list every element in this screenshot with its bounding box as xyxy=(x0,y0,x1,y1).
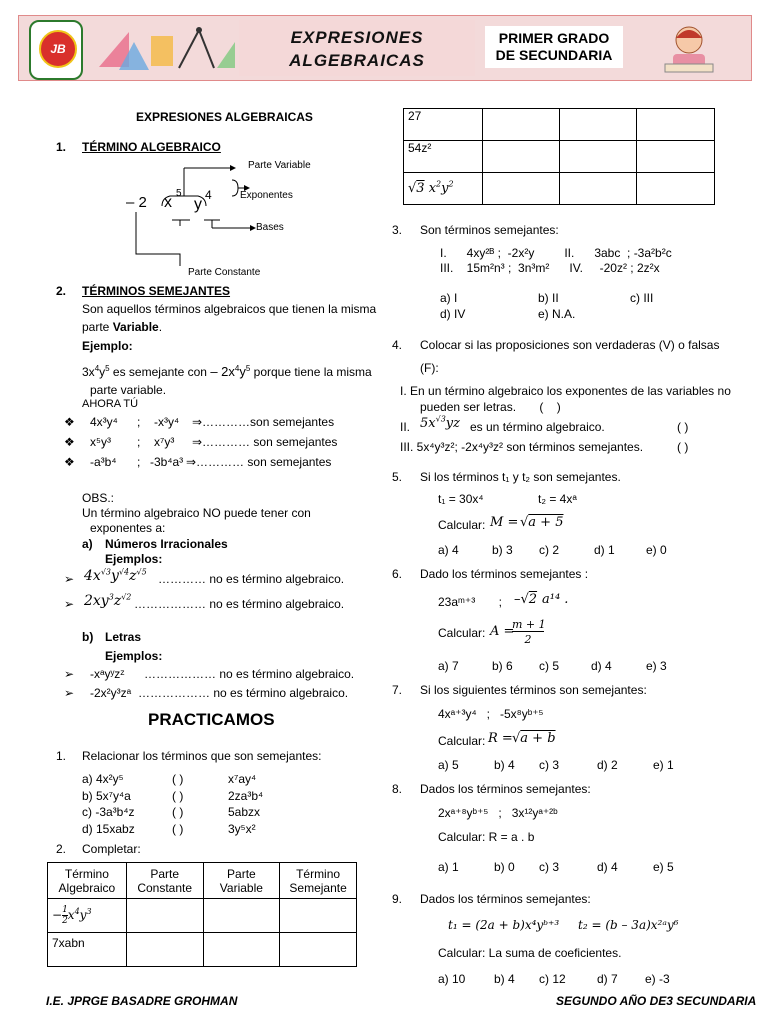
table-cell[interactable] xyxy=(560,173,637,205)
title-line-2: ALGEBRAICAS xyxy=(289,51,425,70)
q7-text: Si los siguientes términos son semejantes: xyxy=(420,683,647,697)
ex-3x: 3x xyxy=(82,365,95,379)
q4-item-1b: pueden ser letras. ( ) xyxy=(420,400,561,414)
q6-term-2-coef: –√2 xyxy=(514,592,538,607)
q9-opt-d[interactable]: d) 7 xyxy=(597,972,618,986)
q3-opt-e[interactable]: e) N.A. xyxy=(538,307,576,321)
q9-number: 9. xyxy=(392,892,403,906)
q5-radicand: a + 5 xyxy=(528,515,564,530)
q3-line-2: III. 15m²n³ ; 3n³m² IV. -20z² ; 2z²x xyxy=(440,261,660,275)
ex-sup-4: 4 xyxy=(94,364,100,373)
footer-school: I.E. JPRGE BASADRE GROHMAN xyxy=(46,994,238,1008)
q5-text: Si los términos t₁ y t₂ son semejantes. xyxy=(420,470,621,484)
q8-text: Dados los términos semejantes: xyxy=(420,782,591,796)
practice-row: ❖ xyxy=(64,455,75,469)
ex-y2: y xyxy=(239,364,246,379)
p2-text: Completar: xyxy=(82,842,141,856)
title-box xyxy=(239,20,475,76)
practice-2-a: x⁵y³ xyxy=(90,435,111,449)
p1-row-d-paren: ( ) xyxy=(172,822,184,836)
q8-opt-e[interactable]: e) 5 xyxy=(653,860,674,874)
th-termino-algebraico xyxy=(48,863,127,899)
table-cell[interactable] xyxy=(280,899,357,933)
q3-line-1: I. 4xy²ᴮ ; -2x²y II. 3abc ; -3a²b²c xyxy=(440,246,672,260)
label-exponentes: Exponentes xyxy=(240,190,293,201)
bullet-arrow: ➢ xyxy=(64,572,75,586)
table-cell[interactable] xyxy=(483,141,560,173)
term-diagram-lines xyxy=(120,158,330,278)
q6-frac-den: 2 xyxy=(524,633,532,646)
q6-opt-e[interactable]: e) 3 xyxy=(646,659,667,673)
grade-line-2: DE SECUNDARIA xyxy=(495,47,613,63)
diagram-exp-4: 4 xyxy=(205,188,212,202)
practice-1-sep: ; xyxy=(137,415,141,429)
q9-text: Dados los términos semejantes: xyxy=(420,892,591,906)
table-cell[interactable] xyxy=(637,109,715,141)
table-cell[interactable] xyxy=(280,933,357,967)
table-cell[interactable] xyxy=(483,173,560,205)
diagram-var-x: x xyxy=(164,194,172,211)
practice-3-sep: ; xyxy=(137,455,141,469)
q9-opt-b[interactable]: b) 4 xyxy=(494,972,515,986)
bullet-arrow: ➢ xyxy=(64,597,75,611)
q3-number: 3. xyxy=(392,223,403,237)
p1-row-a-left: a) 4x²y⁵ xyxy=(82,772,124,786)
p2-number: 2. xyxy=(56,842,67,856)
s2-number: 2. xyxy=(56,284,67,298)
q7-r: R = xyxy=(488,731,513,746)
q6-text: Dado los términos semejantes : xyxy=(420,567,589,581)
q7-opt-e[interactable]: e) 1 xyxy=(653,758,674,772)
q7-radical: √a + b xyxy=(512,731,556,746)
p1-row-b-left: b) 5x⁷y⁴a xyxy=(82,789,131,803)
q8-opt-b[interactable]: b) 0 xyxy=(494,860,515,874)
s2-definition-line-2 xyxy=(82,320,162,334)
p1-row-d-left: d) 15xabz xyxy=(82,822,135,836)
p1-row-b-right: 2za³b⁴ xyxy=(228,789,264,803)
practicamos-heading: PRACTICAMOS xyxy=(148,710,275,729)
q8-opt-a[interactable]: a) 1 xyxy=(438,860,459,874)
q7-opt-a[interactable]: a) 5 xyxy=(438,758,459,772)
q8-opt-c[interactable]: c) 3 xyxy=(539,860,560,874)
q6-opt-b[interactable]: b) 6 xyxy=(492,659,513,673)
table-cell[interactable] xyxy=(483,109,560,141)
diagram-exp-5: 5 xyxy=(176,188,182,199)
example-line xyxy=(82,364,372,379)
obs-line-1: Un término algebraico NO puede tener con xyxy=(82,506,311,520)
q6-opt-c[interactable]: c) 5 xyxy=(539,659,560,673)
diagram-coefficient: – 2 xyxy=(126,194,147,211)
letters-example-2: -2x²y³zᵃ xyxy=(90,686,132,700)
q3-text: Son términos semejantes: xyxy=(420,223,559,237)
q3-opt-d[interactable]: d) IV xyxy=(440,307,466,321)
q7-opt-b[interactable]: b) 4 xyxy=(494,758,515,772)
th4-l2: Semejante xyxy=(289,880,347,895)
q8-calc: Calcular: R = a . b xyxy=(438,830,535,844)
math-tools-illustration xyxy=(89,22,239,74)
th1-l2: Algebraico xyxy=(58,880,116,895)
q6-number: 6. xyxy=(392,567,403,581)
page-header xyxy=(18,15,752,81)
practice-1-c: ⇒…………son semejantes xyxy=(192,415,335,429)
practice-1-b: -x³y⁴ xyxy=(154,415,180,429)
s1-title-text: TÉRMINO ALGEBRAICO xyxy=(82,140,221,154)
letters-example-1: -xᵃyʸzᶻ xyxy=(90,667,125,681)
q7-number: 7. xyxy=(392,683,403,697)
q5-opt-c[interactable]: c) 2 xyxy=(539,543,560,557)
q6-frac-num: m + 1 xyxy=(512,618,546,631)
q6-opt-a[interactable]: a) 7 xyxy=(438,659,459,673)
p1-number: 1. xyxy=(56,749,67,763)
q7-radicand: a + b xyxy=(520,731,556,746)
s2-definition-line-1: Son aquellos términos algebraicos que tienen la misma xyxy=(82,302,377,316)
q4-item-2-expr: $5x^{√3}yz$ xyxy=(420,414,460,431)
q5-opt-e[interactable]: e) 0 xyxy=(646,543,667,557)
s1-title xyxy=(82,140,221,154)
q8-opt-d[interactable]: d) 4 xyxy=(597,860,618,874)
q5-radical: √a + 5 xyxy=(520,515,564,530)
q4-number: 4. xyxy=(392,338,403,352)
th-termino-semejante xyxy=(280,863,357,899)
cell-7xabn: 7xabn xyxy=(48,933,127,967)
p1-row-a-right: x⁷ay⁴ xyxy=(228,772,257,786)
cell-fraction-term: − $\frac{1}{2}$ $x^4y^3$ xyxy=(48,899,127,933)
practice-1-a: 4x³y⁴ xyxy=(90,415,118,429)
letters-1-tail: ……………… no es término algebraico. xyxy=(144,667,355,681)
table-cell[interactable] xyxy=(203,899,280,933)
q3-opt-c[interactable]: c) III xyxy=(630,291,654,305)
a-title: Números Irracionales xyxy=(105,537,228,551)
student-illustration xyxy=(659,20,719,76)
q5-t1: t₁ = 30x⁴ xyxy=(438,492,484,506)
continued-table xyxy=(403,108,715,205)
ex-sup-4b: 4 xyxy=(234,364,240,373)
p1-row-c-right: 5abzx xyxy=(228,805,261,819)
bullet-arrow: ➢ xyxy=(64,667,75,681)
q4-item-3: III. 5x⁴y³z²; -2x⁴y³z² son términos semejantes. xyxy=(400,440,644,454)
b-label: b) xyxy=(82,630,94,644)
q9-t1: t₁ = (2a + b)x⁴yᵇ⁺³ xyxy=(448,918,560,932)
p1-row-d-right: 3y⁵x² xyxy=(228,822,256,836)
p1-text: Relacionar los términos que son semejantes: xyxy=(82,749,322,763)
practice-2-sep: ; xyxy=(137,435,141,449)
q6-opt-d[interactable]: d) 4 xyxy=(591,659,612,673)
q9-t2: t₂ = (b – 3a)x²ᵃy⁶ xyxy=(578,918,679,932)
th2-l1: Parte xyxy=(150,866,180,881)
q5-number: 5. xyxy=(392,470,403,484)
obs-line-2: exponentes a: xyxy=(90,521,166,535)
irrational-example-1: $4x^{√3}y^{√4}z^{√5}$ xyxy=(84,567,147,584)
q7-terms: 4xᵃ⁺³y⁴ ; -5x⁸yᵇ⁺⁵ xyxy=(438,707,544,721)
q5-calc: Calcular: xyxy=(438,518,486,532)
diagram-var-y: y xyxy=(194,196,202,213)
ejemplos-label-2: Ejemplos: xyxy=(105,649,163,663)
th3-l2: Variable xyxy=(219,880,263,895)
table-cell[interactable] xyxy=(126,899,203,933)
q6-calc: Calcular: xyxy=(438,626,486,640)
grade-box xyxy=(485,26,623,68)
q8-terms: 2xᵃ⁺⁸yᵇ⁺⁵ ; 3x¹²yᵃ⁺²ᵇ xyxy=(438,806,558,820)
q5-t2: t₂ = 4xᵃ xyxy=(538,492,577,506)
practice-2-c: ⇒………… son semejantes xyxy=(192,435,338,449)
irrational-example-2: $2xy^3z^{√2}$ xyxy=(84,592,132,609)
q8-number: 8. xyxy=(392,782,403,796)
bullet-arrow: ➢ xyxy=(64,686,75,700)
th-parte-variable xyxy=(203,863,280,899)
table-cell[interactable] xyxy=(203,933,280,967)
table-cell[interactable] xyxy=(126,933,203,967)
letters-2-tail: ……………… no es término algebraico. xyxy=(138,686,349,700)
ejemplos-label: Ejemplos: xyxy=(105,552,163,566)
q5-opt-b[interactable]: b) 3 xyxy=(492,543,513,557)
complete-table xyxy=(47,862,357,967)
q3-opt-a[interactable]: a) I xyxy=(440,291,458,305)
ahora-tu: AHORA TÚ xyxy=(82,398,139,410)
a-label: a) xyxy=(82,537,93,551)
q5-m: M = xyxy=(490,515,519,530)
table-cell[interactable] xyxy=(560,109,637,141)
q9-opt-e[interactable]: e) -3 xyxy=(645,972,670,986)
p1-row-c-paren: ( ) xyxy=(172,805,184,819)
logo-text: JB xyxy=(39,30,77,68)
q4-item-2-number: II. xyxy=(400,420,411,434)
q4-item-1: I. En un término algebraico los exponentes de las variables no xyxy=(400,384,731,398)
label-parte-constante: Parte Constante xyxy=(188,267,261,278)
th1-l1: Término xyxy=(64,866,109,881)
q7-opt-c[interactable]: c) 3 xyxy=(539,758,560,772)
title-line-1: EXPRESIONES xyxy=(290,28,424,47)
ejemplo-label: Ejemplo: xyxy=(82,339,133,353)
footer-grade: SEGUNDO AÑO DE3 SECUNDARIA xyxy=(556,994,757,1008)
obs-label: OBS.: xyxy=(82,491,115,505)
ex-sup-5b: 5 xyxy=(245,364,251,373)
q7-opt-d[interactable]: d) 2 xyxy=(597,758,618,772)
s1-number: 1. xyxy=(56,140,67,154)
practice-row: ❖ xyxy=(64,415,75,429)
ex-porque: porque tiene la misma xyxy=(250,365,372,379)
label-parte-variable: Parte Variable xyxy=(248,160,311,171)
school-logo xyxy=(29,20,83,80)
s2-title xyxy=(82,284,230,298)
def-variable-word: Variable xyxy=(112,320,159,334)
p1-row-c-left: c) -3a³b⁴z xyxy=(82,805,135,819)
th2-l2: Constante xyxy=(137,880,193,895)
p1-row-b-paren: ( ) xyxy=(172,789,184,803)
p1-row-a-paren: ( ) xyxy=(172,772,184,786)
def-period: . xyxy=(158,320,163,334)
example-line-2: parte variable. xyxy=(90,383,167,397)
q4-item-2-tail: es un término algebraico. xyxy=(470,420,605,434)
label-bases: Bases xyxy=(256,222,284,233)
ex-sup-5: 5 xyxy=(105,364,110,373)
def-part-a: parte xyxy=(82,320,113,334)
table-cell[interactable] xyxy=(637,173,715,205)
q6-term-2: a¹⁴ . xyxy=(542,592,569,607)
th4-l1: Término xyxy=(296,866,341,881)
q9-calc: Calcular: La suma de coeficientes. xyxy=(438,946,622,960)
practice-2-b: x⁷y³ xyxy=(154,435,175,449)
q6-a: A = xyxy=(490,624,515,639)
q7-calc: Calcular: xyxy=(438,734,486,748)
b-title: Letras xyxy=(105,630,142,644)
q5-opt-d[interactable]: d) 1 xyxy=(594,543,615,557)
grade-line-1: PRIMER GRADO xyxy=(498,30,610,46)
ex-es-semejante: es semejante con xyxy=(109,365,211,379)
table-cell[interactable] xyxy=(560,141,637,173)
q9-opt-c[interactable]: c) 12 xyxy=(539,972,566,986)
practice-3-b: -3b⁴a³ xyxy=(150,455,184,469)
table-cell[interactable] xyxy=(637,141,715,173)
cell-54z2: 54z² xyxy=(404,141,483,173)
irrational-1-tail: ………… no es término algebraico. xyxy=(158,572,345,586)
cell-27: 27 xyxy=(404,109,483,141)
irrational-2-tail: ……………… no es término algebraico. xyxy=(134,597,345,611)
cell-sqrt3-x2y2: √3 $x^2y^2$ xyxy=(404,173,483,205)
q4-item-2-paren[interactable]: ( ) xyxy=(677,420,689,434)
q4-text-2: (F): xyxy=(420,361,439,375)
practice-row: ❖ xyxy=(64,435,75,449)
q5-opt-a[interactable]: a) 4 xyxy=(438,543,459,557)
ex-minus2x: – 2x xyxy=(210,364,235,379)
q9-opt-a[interactable]: a) 10 xyxy=(438,972,466,986)
practice-3-c: ⇒………… son semejantes xyxy=(186,455,332,469)
section-title: EXPRESIONES ALGEBRAICAS xyxy=(136,110,313,124)
s2-title-text: TÉRMINOS SEMEJANTES xyxy=(82,284,231,298)
practice-3-a: -a³b⁴ xyxy=(90,455,117,469)
th-parte-constante xyxy=(126,863,203,899)
q4-text-1: Colocar si las proposiciones son verdaderas (V) o falsas xyxy=(420,338,720,352)
q6-term-1: 23aᵐ⁺³ ; xyxy=(438,595,502,609)
ex-y: y xyxy=(99,365,106,379)
th3-l1: Parte xyxy=(227,866,256,881)
q3-opt-b[interactable]: b) II xyxy=(538,291,559,305)
q4-item-3-paren[interactable]: ( ) xyxy=(677,440,689,454)
